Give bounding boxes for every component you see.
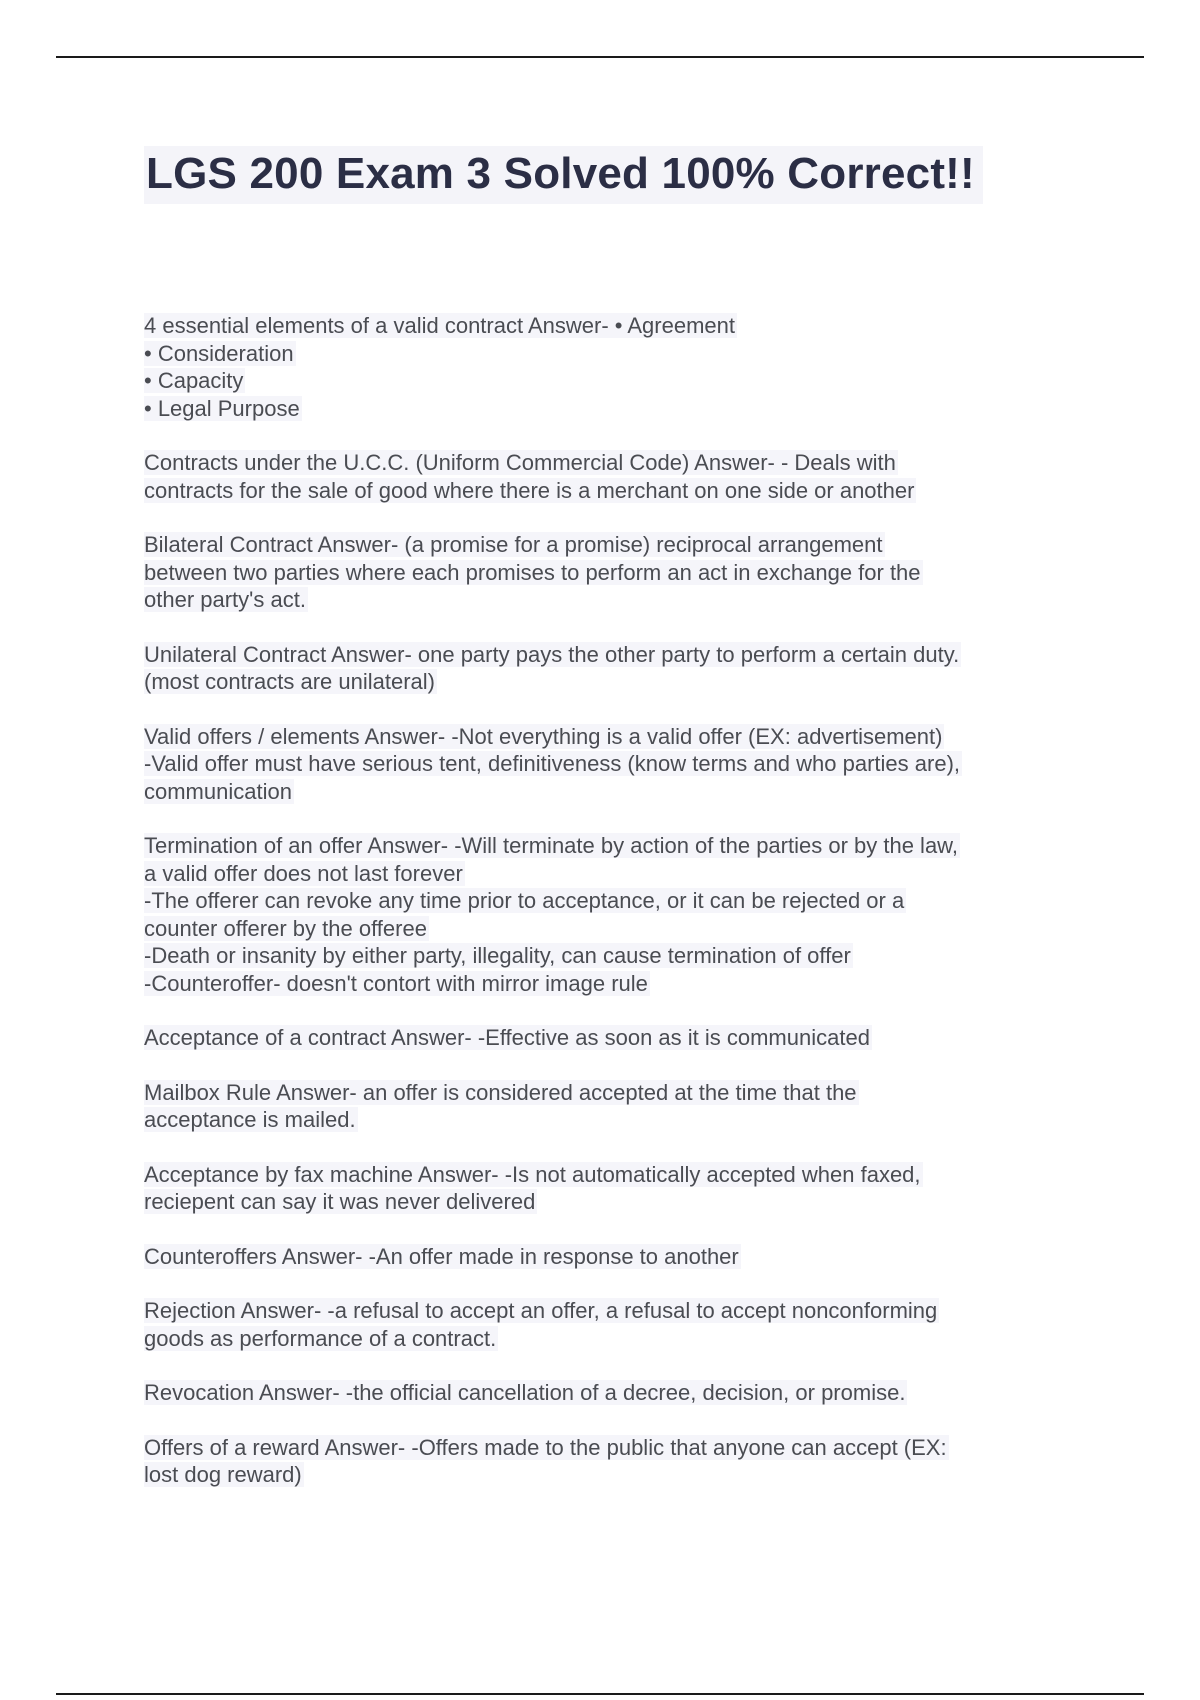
qa-line [144, 340, 1084, 368]
qa-line [144, 395, 1084, 423]
qa-line-text: Valid offers / elements Answer- -Not everything is a valid offer (EX: advertisement) [144, 723, 943, 749]
qa-line-text: communication [144, 778, 292, 804]
qa-line-text: Offers of a reward Answer- -Offers made to the public that anyone can accept (EX: [144, 1434, 947, 1460]
qa-line-text: counter offerer by the offeree [144, 915, 427, 941]
qa-line-text: • Legal Purpose [144, 395, 300, 421]
qa-line-text: reciepent can say it was never delivered [144, 1189, 536, 1214]
qa-line [144, 1024, 1084, 1052]
qa-entry [144, 1079, 1084, 1134]
qa-line-text: -Valid offer must have serious tent, definitiveness (know terms and who parties are), [144, 751, 961, 776]
qa-line-text: -Counteroffer- doesn't contort with mirror image rule [144, 970, 648, 996]
qa-entry [144, 832, 1084, 997]
qa-line [144, 778, 1084, 806]
qa-line-text: between two parties where each promises to perform an act in exchange for the [144, 559, 921, 585]
qa-entry [144, 1434, 1084, 1489]
qa-line [144, 449, 1084, 477]
qa-line-text: • Consideration [144, 340, 294, 366]
qa-line-text: 4 essential elements of a valid contract Answer- • Agreement [144, 313, 736, 338]
qa-line [144, 750, 1084, 778]
qa-line-text: acceptance is mailed. [144, 1107, 356, 1132]
qa-line-text: -Death or insanity by either party, illegality, can cause termination of offer [144, 943, 851, 968]
qa-entry [144, 1297, 1084, 1352]
qa-entry [144, 312, 1084, 422]
qa-line [144, 942, 1084, 970]
qa-entry [144, 641, 1084, 696]
qa-line-text: Revocation Answer- -the official cancellation of a decree, decision, or promise. [144, 1380, 906, 1405]
qa-line-text: lost dog reward) [144, 1462, 302, 1487]
qa-line [144, 1434, 1084, 1462]
qa-line [144, 1079, 1084, 1107]
qa-line [144, 860, 1084, 888]
qa-line [144, 367, 1084, 395]
qa-line-text: Counteroffers Answer- -An offer made in response to another [144, 1243, 739, 1269]
qa-line [144, 559, 1084, 587]
qa-line-text: Termination of an offer Answer- -Will terminate by action of the parties or by the law, [144, 833, 958, 858]
qa-line [144, 1379, 1084, 1407]
qa-line [144, 1297, 1084, 1325]
qa-line [144, 915, 1084, 943]
qa-line-text: Acceptance by fax machine Answer- -Is not automatically accepted when faxed, [144, 1161, 921, 1187]
qa-line-text: goods as performance of a contract. [144, 1325, 497, 1351]
qa-line [144, 668, 1084, 696]
document-title: LGS 200 Exam 3 Solved 100% Correct!! [144, 146, 983, 204]
qa-line [144, 641, 1084, 669]
qa-line-text: Acceptance of a contract Answer- -Effective as soon as it is communicated [144, 1025, 870, 1050]
qa-line-text: (most contracts are unilateral) [144, 669, 435, 694]
qa-line-text: a valid offer does not last forever [144, 860, 463, 886]
qa-line [144, 970, 1084, 998]
qa-entry [144, 723, 1084, 806]
qa-line-text: • Capacity [144, 368, 244, 393]
qa-line-text: Bilateral Contract Answer- (a promise for a promise) reciprocal arrangement [144, 532, 883, 557]
qa-line-text: Mailbox Rule Answer- an offer is considered accepted at the time that the [144, 1079, 857, 1105]
bottom-rule [56, 1693, 1144, 1695]
qa-entry [144, 1024, 1084, 1052]
qa-line [144, 832, 1084, 860]
qa-line [144, 887, 1084, 915]
qa-entry [144, 449, 1084, 504]
qa-line-text: contracts for the sale of good where there is a merchant on one side or another [144, 477, 915, 503]
qa-line [144, 1161, 1084, 1189]
qa-line [144, 723, 1084, 751]
qa-line [144, 1325, 1084, 1353]
qa-line [144, 477, 1084, 505]
qa-line [144, 1106, 1084, 1134]
qa-line [144, 1188, 1084, 1216]
qa-list [144, 312, 1084, 1516]
qa-line [144, 586, 1084, 614]
qa-entry [144, 531, 1084, 614]
qa-line-text: -The offerer can revoke any time prior to acceptance, or it can be rejected or a [144, 888, 905, 913]
qa-entry [144, 1243, 1084, 1271]
qa-line-text: Unilateral Contract Answer- one party pays the other party to perform a certain duty. [144, 641, 960, 667]
qa-line-text: Contracts under the U.C.C. (Uniform Commercial Code) Answer- - Deals with [144, 450, 896, 475]
qa-line-text: Rejection Answer- -a refusal to accept an offer, a refusal to accept nonconforming [144, 1298, 938, 1323]
qa-line [144, 1461, 1084, 1489]
qa-entry [144, 1161, 1084, 1216]
top-rule [56, 56, 1144, 58]
qa-entry [144, 1379, 1084, 1407]
qa-line-text: other party's act. [144, 587, 306, 612]
qa-line [144, 1243, 1084, 1271]
qa-line [144, 312, 1084, 340]
qa-line [144, 531, 1084, 559]
